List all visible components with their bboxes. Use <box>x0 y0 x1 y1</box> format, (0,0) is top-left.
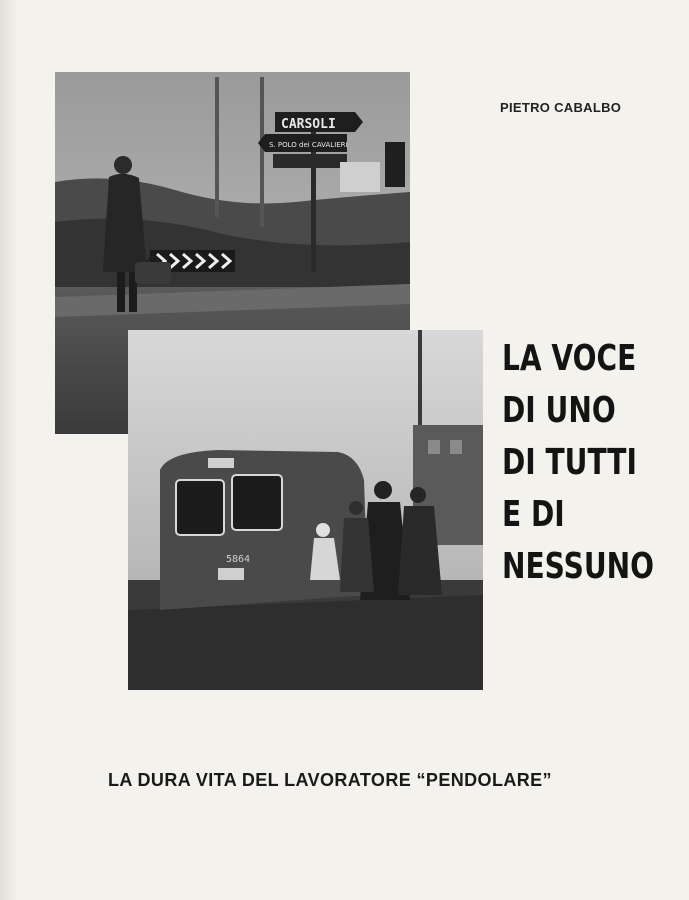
sign-s-polo: S. POLO dei CAVALIERI <box>269 141 348 149</box>
photo-bus-boarding <box>128 330 483 690</box>
title-line-2: DI UNO <box>502 390 616 431</box>
title-line-4: E DI <box>502 494 565 535</box>
title-line-1: LA VOCE <box>502 338 637 379</box>
book-subtitle: LA DURA VITA DEL LAVORATORE “PENDOLARE” <box>108 770 552 790</box>
title-line-5: NESSUNO <box>502 546 655 587</box>
cover-edge <box>0 0 18 900</box>
sign-carsoli: CARSOLI <box>281 117 336 132</box>
bus-number: 5864 <box>226 554 251 565</box>
author-name: PIETRO CABALBO <box>500 100 622 115</box>
book-title <box>502 333 655 593</box>
title-line-3: DI TUTTI <box>502 442 637 483</box>
